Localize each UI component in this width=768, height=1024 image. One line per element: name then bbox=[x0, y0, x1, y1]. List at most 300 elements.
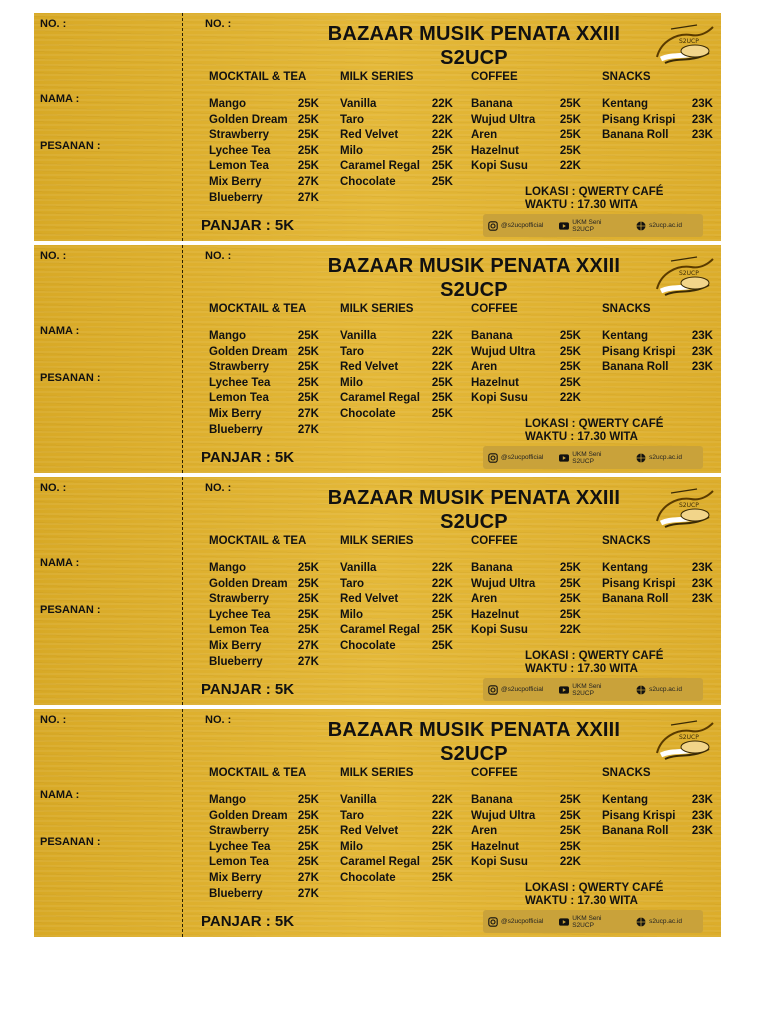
menu-item-name: Taro bbox=[340, 113, 365, 126]
menu-item-price: 22K bbox=[559, 392, 581, 405]
menu-item-price: 25K bbox=[559, 330, 581, 342]
website-url: s2ucp.ac.id bbox=[649, 918, 682, 925]
menu-item-price: 25K bbox=[297, 129, 319, 142]
menu-item bbox=[209, 423, 319, 439]
menu-item bbox=[209, 407, 319, 423]
menu-item bbox=[209, 623, 319, 639]
menu-item-name: Kopi Susu bbox=[471, 856, 528, 869]
menu-item-price: 25K bbox=[297, 144, 319, 157]
menu-item-price: 25K bbox=[559, 593, 581, 606]
category-heading: MOCKTAIL & TEA bbox=[209, 303, 307, 315]
menu-item bbox=[602, 592, 713, 608]
menu-item-price: 25K bbox=[297, 113, 319, 126]
stub-pesanan-label: PESANAN : bbox=[40, 372, 101, 384]
event-title-line2: S2UCP bbox=[440, 47, 508, 69]
instagram-icon bbox=[488, 221, 498, 231]
menu-item-name: Vanilla bbox=[340, 562, 377, 574]
menu-item-price: 25K bbox=[559, 361, 581, 374]
stub-nama-label: NAMA : bbox=[40, 789, 80, 801]
menu-item bbox=[471, 809, 581, 825]
stub-no-label: NO. : bbox=[40, 714, 67, 726]
menu-item-name: Wujud Ultra bbox=[471, 577, 536, 590]
menu-item-price: 25K bbox=[297, 330, 319, 342]
event-location-time bbox=[525, 418, 663, 444]
menu-item-price: 25K bbox=[431, 871, 453, 884]
stub-pesanan-label: PESANAN : bbox=[40, 604, 101, 616]
menu-item bbox=[209, 329, 319, 345]
menu-item bbox=[209, 159, 319, 175]
menu-item bbox=[209, 655, 319, 671]
menu-item-name: Vanilla bbox=[340, 330, 377, 342]
category-heading: SNACKS bbox=[602, 71, 651, 83]
menu-item-name: Lychee Tea bbox=[209, 840, 271, 853]
menu-item bbox=[471, 329, 581, 345]
social-bar bbox=[483, 446, 703, 469]
logo-text: S2UCP bbox=[679, 502, 699, 509]
menu-item bbox=[340, 128, 453, 144]
menu-item-price: 25K bbox=[559, 794, 581, 806]
menu-item-name: Golden Dream bbox=[209, 577, 288, 590]
menu-item bbox=[209, 97, 319, 113]
menu-item-name: Mix Berry bbox=[209, 639, 262, 652]
menu-item-price: 23K bbox=[691, 577, 713, 590]
category-heading: COFFEE bbox=[471, 303, 518, 315]
menu-item-price: 23K bbox=[691, 794, 713, 806]
menu-item-name: Lemon Tea bbox=[209, 392, 269, 405]
menu-item-name: Hazelnut bbox=[471, 840, 519, 853]
category-heading: MILK SERIES bbox=[340, 535, 414, 547]
instagram-handle: @s2ucpofficial bbox=[501, 222, 544, 229]
menu-item bbox=[340, 592, 453, 608]
menu-item-name: Hazelnut bbox=[471, 608, 519, 621]
menu-item-price: 25K bbox=[297, 794, 319, 806]
menu-item bbox=[340, 360, 453, 376]
menu-item bbox=[471, 824, 581, 840]
menu-item-name: Aren bbox=[471, 361, 498, 374]
menu-item-name: Pisang Krispi bbox=[602, 577, 676, 590]
menu-item-price: 25K bbox=[559, 840, 581, 853]
menu-item bbox=[471, 360, 581, 376]
menu-item-price: 25K bbox=[559, 562, 581, 574]
menu-item bbox=[209, 793, 319, 809]
menu-item-name: Kopi Susu bbox=[471, 160, 528, 173]
menu-item-price: 22K bbox=[431, 593, 453, 606]
menu-item-price: 27K bbox=[297, 423, 319, 436]
menu-item-price: 25K bbox=[431, 160, 453, 173]
category-snacks bbox=[602, 303, 713, 376]
menu-item-name: Golden Dream bbox=[209, 809, 288, 822]
menu-item-price: 25K bbox=[559, 608, 581, 621]
stub-nama-label: NAMA : bbox=[40, 325, 80, 337]
menu-item-price: 23K bbox=[691, 562, 713, 574]
menu-item bbox=[209, 840, 319, 856]
menu-item-name: Banana Roll bbox=[602, 129, 669, 142]
menu-item bbox=[602, 345, 713, 361]
menu-item-name: Hazelnut bbox=[471, 144, 519, 157]
menu-item bbox=[602, 809, 713, 825]
category-snacks bbox=[602, 767, 713, 840]
menu-item bbox=[471, 144, 581, 160]
menu-item-price: 22K bbox=[431, 809, 453, 822]
menu-item-price: 25K bbox=[297, 345, 319, 358]
menu-item-price: 23K bbox=[691, 129, 713, 142]
menu-item bbox=[471, 608, 581, 624]
menu-item-price: 22K bbox=[431, 562, 453, 574]
menu-item-name: Vanilla bbox=[340, 794, 377, 806]
menu-item bbox=[340, 577, 453, 593]
menu-item bbox=[209, 855, 319, 871]
menu-item-price: 25K bbox=[559, 144, 581, 157]
category-heading: MILK SERIES bbox=[340, 303, 414, 315]
menu-item-price: 25K bbox=[559, 98, 581, 110]
globe-icon bbox=[636, 453, 646, 463]
menu-item-price: 22K bbox=[559, 624, 581, 637]
menu-item bbox=[340, 824, 453, 840]
waktu-text: WAKTU : 17.30 WITA bbox=[525, 895, 638, 907]
menu-item bbox=[340, 376, 453, 392]
menu-item-name: Chocolate bbox=[340, 407, 396, 420]
ticket-stub bbox=[34, 477, 183, 705]
menu-item-name: Taro bbox=[340, 809, 365, 822]
menu-item-price: 23K bbox=[691, 113, 713, 126]
category-milk-series bbox=[340, 535, 453, 655]
menu-item-name: Strawberry bbox=[209, 129, 270, 142]
menu-item-price: 25K bbox=[297, 593, 319, 606]
menu-item-price: 25K bbox=[559, 113, 581, 126]
s2ucp-logo bbox=[651, 483, 715, 533]
s2ucp-logo bbox=[651, 715, 715, 765]
event-title-line2: S2UCP bbox=[440, 511, 508, 533]
menu-item-name: Red Velvet bbox=[340, 825, 399, 838]
menu-item-price: 23K bbox=[691, 98, 713, 110]
menu-item-price: 25K bbox=[297, 825, 319, 838]
menu-item bbox=[471, 855, 581, 871]
ticket-main bbox=[183, 245, 721, 473]
category-snacks bbox=[602, 71, 713, 144]
menu-item bbox=[471, 391, 581, 407]
menu-item-price: 25K bbox=[297, 392, 319, 405]
menu-item bbox=[340, 871, 453, 887]
menu-item-price: 25K bbox=[431, 639, 453, 652]
menu-item bbox=[209, 577, 319, 593]
menu-item-name: Mix Berry bbox=[209, 871, 262, 884]
youtube-icon bbox=[559, 222, 569, 230]
waktu-text: WAKTU : 17.30 WITA bbox=[525, 431, 638, 443]
menu-item bbox=[602, 329, 713, 345]
event-title bbox=[304, 254, 644, 302]
stub-nama-label: NAMA : bbox=[40, 557, 80, 569]
menu-item bbox=[471, 561, 581, 577]
menu-item bbox=[340, 175, 453, 191]
menu-item-price: 25K bbox=[297, 624, 319, 637]
menu-item bbox=[340, 608, 453, 624]
menu-item-price: 25K bbox=[297, 361, 319, 374]
menu-item-name: Milo bbox=[340, 608, 363, 621]
menu-item-name: Kentang bbox=[602, 562, 648, 574]
menu-item-price: 23K bbox=[691, 825, 713, 838]
social-web bbox=[636, 453, 682, 463]
logo-text: S2UCP bbox=[679, 734, 699, 741]
menu-item bbox=[471, 793, 581, 809]
instagram-icon bbox=[488, 685, 498, 695]
globe-icon bbox=[636, 221, 646, 231]
menu-item-name: Kopi Susu bbox=[471, 392, 528, 405]
menu-item-price: 25K bbox=[297, 608, 319, 621]
menu-item-price: 25K bbox=[297, 562, 319, 574]
menu-item-name: Mango bbox=[209, 794, 247, 806]
menu-item-name: Blueberry bbox=[209, 655, 263, 668]
menu-item bbox=[340, 561, 453, 577]
stub-no-label: NO. : bbox=[40, 482, 67, 494]
menu-item-name: Kopi Susu bbox=[471, 624, 528, 637]
category-coffee bbox=[471, 535, 581, 639]
social-bar bbox=[483, 214, 703, 237]
menu-item-name: Banana Roll bbox=[602, 593, 669, 606]
category-heading: MILK SERIES bbox=[340, 767, 414, 779]
menu-item bbox=[209, 608, 319, 624]
youtube-channel: UKM Seni S2UCP bbox=[572, 682, 602, 697]
menu-item-name: Banana Roll bbox=[602, 361, 669, 374]
menu-item-name: Hazelnut bbox=[471, 376, 519, 389]
menu-item-name: Banana bbox=[471, 794, 513, 806]
menu-item bbox=[340, 407, 453, 423]
menu-item bbox=[471, 577, 581, 593]
category-mocktail-tea bbox=[209, 303, 319, 438]
menu-item bbox=[340, 855, 453, 871]
ticket bbox=[34, 477, 721, 705]
menu-item bbox=[209, 345, 319, 361]
menu-item-name: Caramel Regal bbox=[340, 392, 420, 405]
website-url: s2ucp.ac.id bbox=[649, 686, 682, 693]
menu-item bbox=[471, 97, 581, 113]
menu-item-name: Strawberry bbox=[209, 593, 270, 606]
menu-item-name: Red Velvet bbox=[340, 361, 399, 374]
instagram-handle: @s2ucpofficial bbox=[501, 454, 544, 461]
social-bar bbox=[483, 678, 703, 701]
stub-pesanan-label: PESANAN : bbox=[40, 836, 101, 848]
event-location-time bbox=[525, 650, 663, 676]
social-youtube bbox=[559, 683, 620, 697]
menu-item-name: Vanilla bbox=[340, 98, 377, 110]
menu-item-price: 27K bbox=[297, 407, 319, 420]
stub-no-label: NO. : bbox=[40, 250, 67, 262]
instagram-handle: @s2ucpofficial bbox=[501, 686, 544, 693]
menu-item-price: 27K bbox=[297, 655, 319, 668]
menu-item bbox=[209, 809, 319, 825]
category-heading: SNACKS bbox=[602, 535, 651, 547]
youtube-icon bbox=[559, 454, 569, 462]
ticket-main bbox=[183, 477, 721, 705]
menu-item-price: 22K bbox=[431, 577, 453, 590]
menu-item bbox=[602, 360, 713, 376]
menu-item-name: Pisang Krispi bbox=[602, 809, 676, 822]
menu-item-price: 25K bbox=[431, 407, 453, 420]
menu-item-price: 25K bbox=[559, 809, 581, 822]
menu-item bbox=[209, 360, 319, 376]
menu-item bbox=[471, 592, 581, 608]
menu-item bbox=[602, 793, 713, 809]
youtube-icon bbox=[559, 918, 569, 926]
waktu-text: WAKTU : 17.30 WITA bbox=[525, 663, 638, 675]
panjar-text: PANJAR : 5K bbox=[201, 217, 295, 234]
menu-item-price: 23K bbox=[691, 330, 713, 342]
panjar-text: PANJAR : 5K bbox=[201, 449, 295, 466]
menu-item-name: Red Velvet bbox=[340, 593, 399, 606]
menu-item-name: Chocolate bbox=[340, 871, 396, 884]
category-heading: COFFEE bbox=[471, 535, 518, 547]
category-heading: COFFEE bbox=[471, 71, 518, 83]
menu-item-name: Mango bbox=[209, 98, 247, 110]
menu-item bbox=[209, 191, 319, 207]
menu-item-price: 23K bbox=[691, 593, 713, 606]
social-web bbox=[636, 917, 682, 927]
menu-item bbox=[209, 639, 319, 655]
social-instagram bbox=[488, 453, 543, 463]
menu-item bbox=[340, 840, 453, 856]
menu-item bbox=[471, 840, 581, 856]
ticket-no-label: NO. : bbox=[205, 18, 232, 30]
menu-item-name: Mango bbox=[209, 562, 247, 574]
event-title-line1: BAZAAR MUSIK PENATA XXIII bbox=[327, 255, 621, 277]
menu-item bbox=[209, 561, 319, 577]
social-instagram bbox=[488, 685, 543, 695]
menu-item-price: 25K bbox=[559, 376, 581, 389]
menu-item bbox=[340, 113, 453, 129]
menu-item-name: Wujud Ultra bbox=[471, 809, 536, 822]
menu-item-name: Wujud Ultra bbox=[471, 345, 536, 358]
youtube-channel: UKM Seni S2UCP bbox=[572, 218, 602, 233]
menu-item-name: Mango bbox=[209, 330, 247, 342]
category-heading: MILK SERIES bbox=[340, 71, 414, 83]
social-instagram bbox=[488, 917, 543, 927]
menu-item bbox=[602, 113, 713, 129]
menu-item-name: Kentang bbox=[602, 330, 648, 342]
menu-item-price: 27K bbox=[297, 175, 319, 188]
menu-item bbox=[340, 623, 453, 639]
event-title-line2: S2UCP bbox=[440, 743, 508, 765]
event-title-line2: S2UCP bbox=[440, 279, 508, 301]
menu-item-price: 22K bbox=[559, 856, 581, 869]
menu-item bbox=[602, 577, 713, 593]
menu-item-price: 27K bbox=[297, 871, 319, 884]
menu-item-price: 22K bbox=[431, 330, 453, 342]
instagram-handle: @s2ucpofficial bbox=[501, 918, 544, 925]
menu-item-price: 22K bbox=[431, 129, 453, 142]
event-title bbox=[304, 718, 644, 766]
globe-icon bbox=[636, 917, 646, 927]
menu-item bbox=[209, 871, 319, 887]
social-youtube bbox=[559, 915, 620, 929]
menu-item-name: Chocolate bbox=[340, 175, 396, 188]
waktu-text: WAKTU : 17.30 WITA bbox=[525, 199, 638, 211]
event-title-line1: BAZAAR MUSIK PENATA XXIII bbox=[327, 487, 621, 509]
menu-item bbox=[602, 128, 713, 144]
category-snacks bbox=[602, 535, 713, 608]
menu-item-price: 22K bbox=[431, 825, 453, 838]
menu-item-name: Taro bbox=[340, 577, 365, 590]
menu-item-name: Golden Dream bbox=[209, 113, 288, 126]
ticket bbox=[34, 13, 721, 241]
menu-item-price: 25K bbox=[297, 840, 319, 853]
menu-item bbox=[602, 97, 713, 113]
event-location-time bbox=[525, 882, 663, 908]
menu-item-price: 25K bbox=[431, 392, 453, 405]
social-youtube bbox=[559, 219, 620, 233]
menu-item-name: Pisang Krispi bbox=[602, 345, 676, 358]
menu-item-price: 22K bbox=[431, 794, 453, 806]
menu-item bbox=[340, 97, 453, 113]
menu-item-name: Pisang Krispi bbox=[602, 113, 676, 126]
social-youtube bbox=[559, 451, 620, 465]
menu-item-name: Aren bbox=[471, 825, 498, 838]
menu-item bbox=[340, 639, 453, 655]
menu-item-name: Taro bbox=[340, 345, 365, 358]
menu-item-price: 23K bbox=[691, 361, 713, 374]
menu-item bbox=[340, 144, 453, 160]
category-mocktail-tea bbox=[209, 767, 319, 902]
menu-item-name: Mix Berry bbox=[209, 407, 262, 420]
menu-item bbox=[340, 329, 453, 345]
event-title-line1: BAZAAR MUSIK PENATA XXIII bbox=[327, 23, 621, 45]
ticket-main bbox=[183, 709, 721, 937]
social-web bbox=[636, 221, 682, 231]
panjar-text: PANJAR : 5K bbox=[201, 681, 295, 698]
menu-item bbox=[209, 175, 319, 191]
menu-item bbox=[471, 623, 581, 639]
event-title-line1: BAZAAR MUSIK PENATA XXIII bbox=[327, 719, 621, 741]
menu-item-price: 25K bbox=[431, 608, 453, 621]
menu-item-name: Caramel Regal bbox=[340, 160, 420, 173]
event-location-time bbox=[525, 186, 663, 212]
menu-item-price: 25K bbox=[431, 175, 453, 188]
stub-no-label: NO. : bbox=[40, 18, 67, 30]
category-milk-series bbox=[340, 767, 453, 887]
menu-item-price: 25K bbox=[297, 856, 319, 869]
menu-item bbox=[209, 128, 319, 144]
category-milk-series bbox=[340, 71, 453, 191]
menu-item bbox=[340, 345, 453, 361]
logo-text: S2UCP bbox=[679, 270, 699, 277]
menu-item-price: 27K bbox=[297, 191, 319, 204]
menu-item-name: Blueberry bbox=[209, 887, 263, 900]
menu-item-price: 27K bbox=[297, 887, 319, 900]
menu-item-name: Lychee Tea bbox=[209, 608, 271, 621]
menu-item bbox=[471, 345, 581, 361]
globe-icon bbox=[636, 685, 646, 695]
menu-item-price: 22K bbox=[431, 113, 453, 126]
stub-pesanan-label: PESANAN : bbox=[40, 140, 101, 152]
ticket-no-label: NO. : bbox=[205, 714, 232, 726]
menu-item-price: 25K bbox=[431, 856, 453, 869]
lokasi-text: LOKASI : QWERTY CAFÉ bbox=[525, 882, 664, 894]
menu-item-name: Lychee Tea bbox=[209, 376, 271, 389]
lokasi-text: LOKASI : QWERTY CAFÉ bbox=[525, 186, 664, 198]
menu-item-name: Lemon Tea bbox=[209, 160, 269, 173]
youtube-channel: UKM Seni S2UCP bbox=[572, 914, 602, 929]
menu-item bbox=[209, 144, 319, 160]
menu-item-price: 25K bbox=[431, 840, 453, 853]
menu-item bbox=[209, 391, 319, 407]
instagram-icon bbox=[488, 453, 498, 463]
menu-item bbox=[471, 159, 581, 175]
menu-item-name: Lychee Tea bbox=[209, 144, 271, 157]
category-coffee bbox=[471, 71, 581, 175]
menu-item-name: Aren bbox=[471, 593, 498, 606]
menu-item-name: Lemon Tea bbox=[209, 856, 269, 869]
menu-item-name: Banana bbox=[471, 98, 513, 110]
menu-item bbox=[340, 391, 453, 407]
menu-item bbox=[209, 592, 319, 608]
